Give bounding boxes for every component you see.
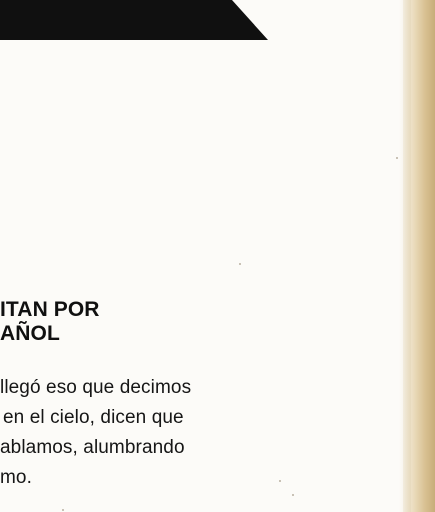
paper-speck [292,494,294,496]
body-line-2: en el cielo, dicen que [3,407,184,428]
body-line-1: llegó eso que decimos [0,377,192,398]
body-text [0,373,191,493]
body-line-3: ablamos, alumbrando [0,437,185,458]
paper-speck [239,263,241,265]
headline-line-2: AÑOL [0,322,60,345]
headline-line-1: ITAN POR [0,298,100,321]
paper-speck [279,480,281,482]
paper-speck [396,157,398,159]
headline [0,298,100,346]
body-line-4: mo. [0,467,32,488]
paper-edge-shadow [399,0,411,512]
paper-speck [62,509,64,511]
top-black-band [0,0,268,40]
